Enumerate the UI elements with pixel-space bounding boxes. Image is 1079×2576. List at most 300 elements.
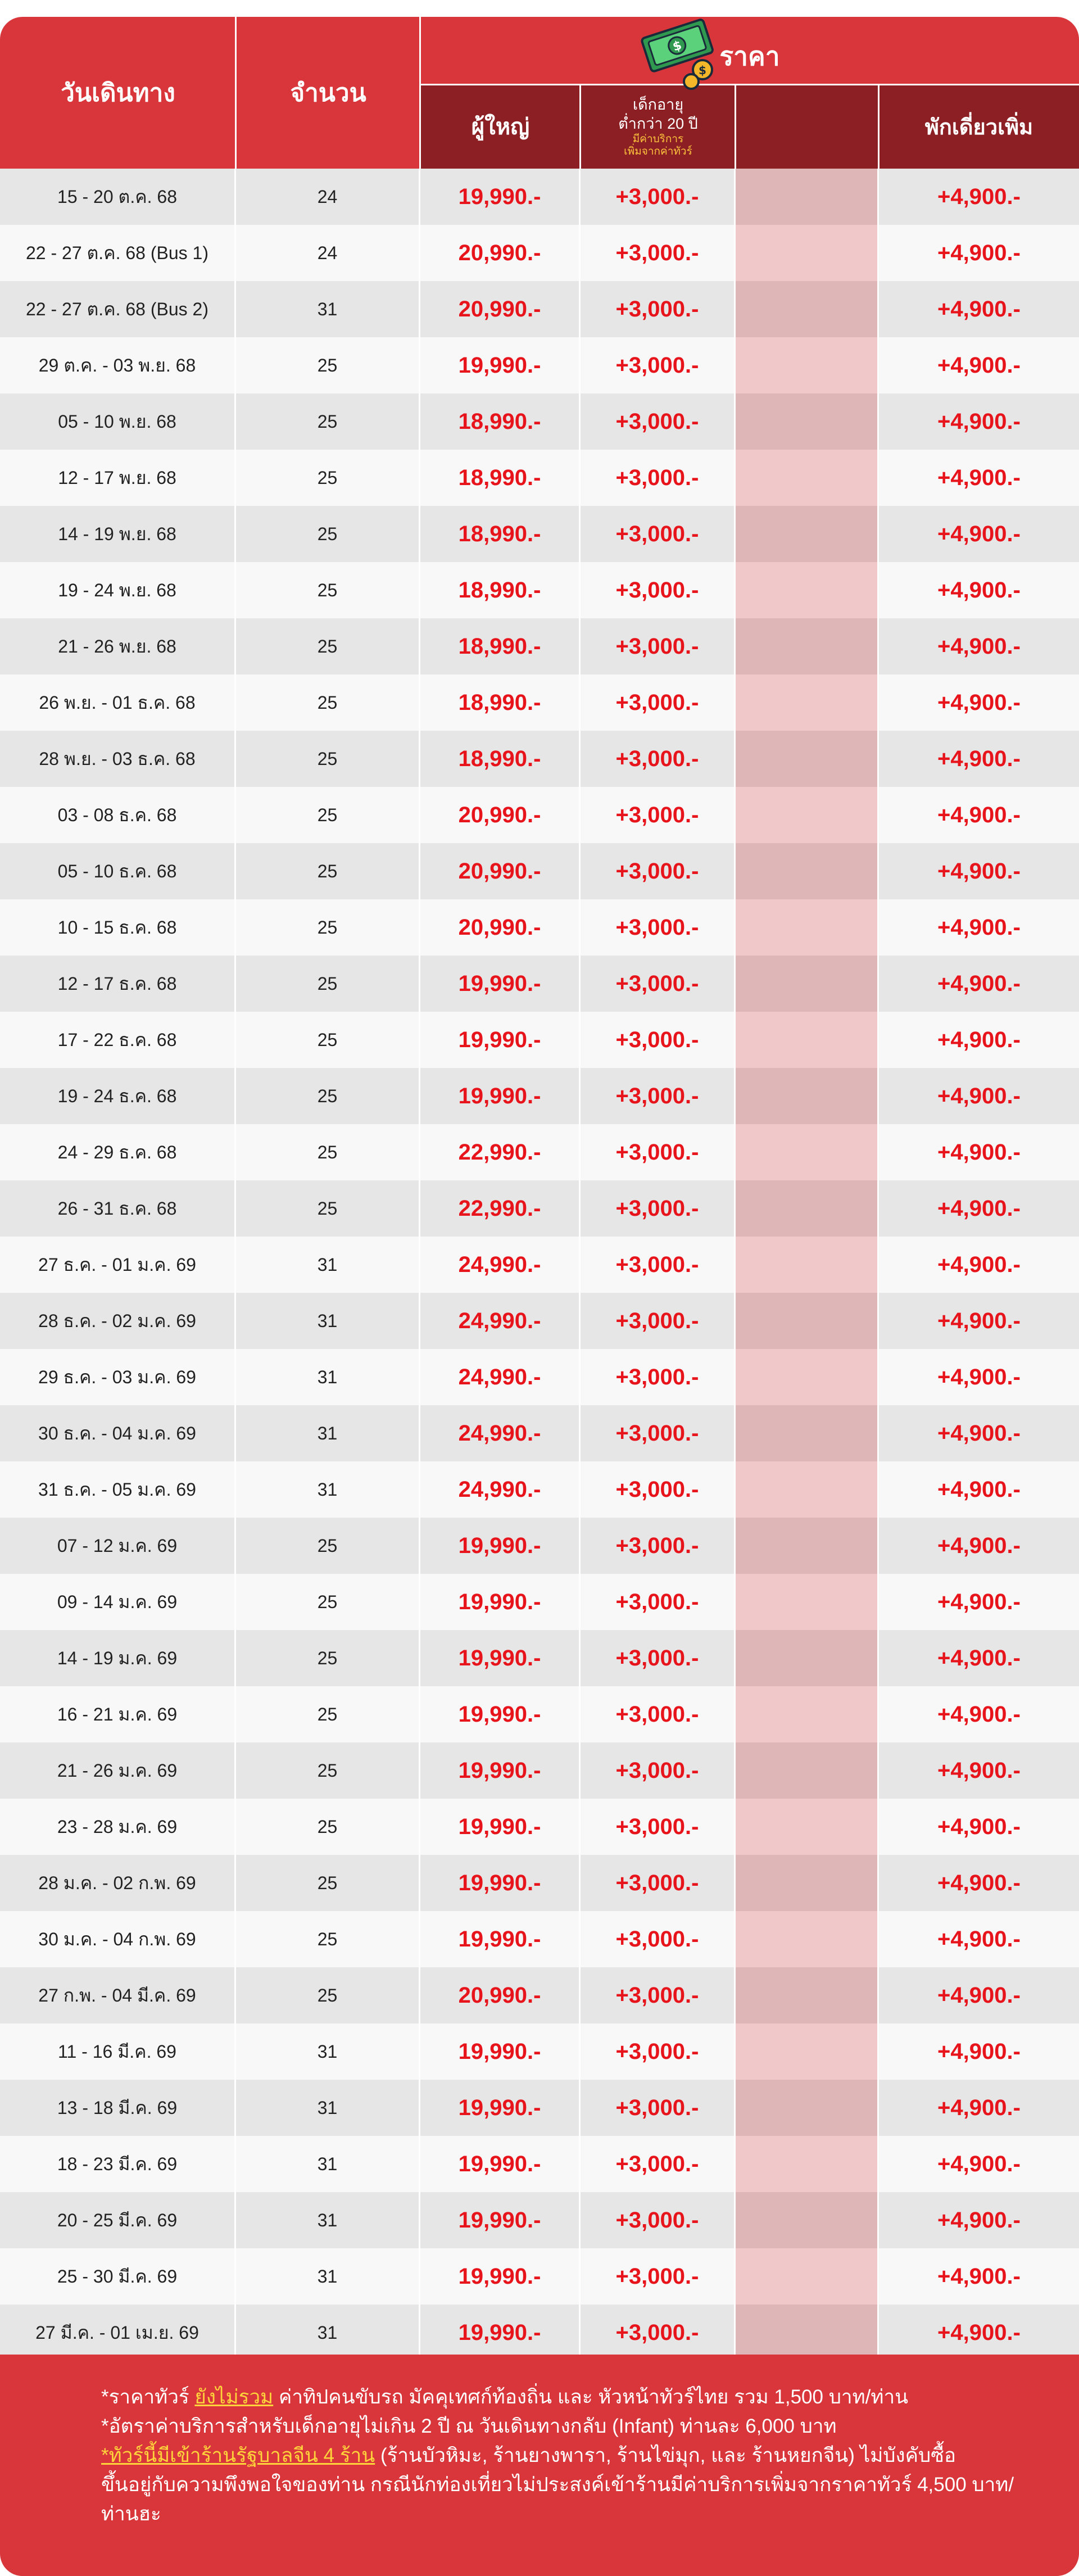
note-1 [101, 2383, 1034, 2412]
date-cell: 21 - 26 ม.ค. 69 [0, 1742, 236, 1799]
child-surcharge-cell: +3,000.- [581, 1855, 736, 1911]
adult-price-cell: 24,990.- [420, 1461, 581, 1518]
table-row [0, 2192, 1079, 2248]
date-cell: 26 พ.ย. - 01 ธ.ค. 68 [0, 674, 236, 731]
date-cell: 28 ธ.ค. - 02 ม.ค. 69 [0, 1293, 236, 1349]
count-cell: 25 [236, 731, 420, 787]
table-row [0, 1461, 1079, 1518]
child-surcharge-cell: +3,000.- [581, 956, 736, 1012]
date-cell: 31 ธ.ค. - 05 ม.ค. 69 [0, 1461, 236, 1518]
count-cell: 25 [236, 1574, 420, 1630]
child-surcharge-cell: +3,000.- [581, 1068, 736, 1124]
note-5: ท่านฮะ [101, 2503, 161, 2525]
adult-price-cell: 20,990.- [420, 225, 581, 281]
count-cell: 25 [236, 393, 420, 450]
child-surcharge-cell: +3,000.- [581, 1742, 736, 1799]
adult-price-cell: 24,990.- [420, 1405, 581, 1461]
count-cell: 25 [236, 1855, 420, 1911]
table-row [0, 1855, 1079, 1911]
table-row [0, 225, 1079, 281]
count-cell: 25 [236, 337, 420, 393]
table-row [0, 393, 1079, 450]
adult-price-cell: 18,990.- [420, 618, 581, 674]
table-row [0, 2305, 1079, 2361]
adult-price-cell: 19,990.- [420, 1911, 581, 1967]
count-cell: 31 [236, 1349, 420, 1405]
blank-cell [736, 2080, 879, 2136]
table-row [0, 1068, 1079, 1124]
adult-price-cell: 22,990.- [420, 1180, 581, 1237]
note-4: ขึ้นอยู่กับความพึงพอใจของท่าน กรณีนักท่องเที่ยวไม่ประสงค์เข้าร้านมีค่าบริการเพิ่มจากราคาทัวร์ 4,500 บาท/ [101, 2474, 1014, 2496]
child-surcharge-cell: +3,000.- [581, 281, 736, 337]
table-row [0, 1349, 1079, 1405]
table-row [0, 169, 1079, 225]
adult-price-cell: 19,990.- [420, 2136, 581, 2192]
note-1-rest: ค่าทิปคนขับรถ มัคคุเทศก์ท้องถิ่น และ หัวหน้าทัวร์ไทย รวม 1,500 บาท/ท่าน [273, 2386, 909, 2408]
count-cell: 31 [236, 2023, 420, 2080]
blank-cell [736, 1012, 879, 1068]
date-cell: 16 - 21 ม.ค. 69 [0, 1686, 236, 1742]
count-cell: 31 [236, 2248, 420, 2305]
date-cell: 03 - 08 ธ.ค. 68 [0, 787, 236, 843]
blank-cell [736, 787, 879, 843]
blank-cell [736, 674, 879, 731]
adult-price-cell: 20,990.- [420, 843, 581, 899]
single-supplement-cell: +4,900.- [937, 1533, 1021, 1558]
adult-price-cell: 19,990.- [420, 2192, 581, 2248]
child-surcharge-cell: +3,000.- [581, 1630, 736, 1686]
count-cell: 24 [236, 225, 420, 281]
adult-price-cell: 20,990.- [420, 281, 581, 337]
date-cell: 23 - 28 ม.ค. 69 [0, 1799, 236, 1855]
single-supplement-cell: +4,900.- [937, 184, 1021, 209]
date-cell: 19 - 24 พ.ย. 68 [0, 562, 236, 618]
single-supplement-cell: +4,900.- [937, 1083, 1021, 1108]
adult-price-cell: 19,990.- [420, 1742, 581, 1799]
date-cell: 05 - 10 พ.ย. 68 [0, 393, 236, 450]
date-cell: 12 - 17 พ.ย. 68 [0, 450, 236, 506]
single-supplement-cell: +4,900.- [937, 465, 1021, 490]
blank-cell [736, 956, 879, 1012]
adult-price-cell: 24,990.- [420, 1349, 581, 1405]
date-cell: 28 ม.ค. - 02 ก.พ. 69 [0, 1855, 236, 1911]
blank-cell [736, 393, 879, 450]
header-price: ราคา [719, 41, 780, 71]
table-row [0, 787, 1079, 843]
date-cell: 05 - 10 ธ.ค. 68 [0, 843, 236, 899]
child-surcharge-cell: +3,000.- [581, 562, 736, 618]
header-divider [735, 84, 736, 169]
single-supplement-cell: +4,900.- [937, 1252, 1021, 1277]
single-supplement-cell: +4,900.- [937, 1589, 1021, 1614]
count-cell: 31 [236, 281, 420, 337]
single-supplement-cell: +4,900.- [937, 296, 1021, 322]
count-cell: 25 [236, 1967, 420, 2023]
blank-cell [736, 225, 879, 281]
single-supplement-cell: +4,900.- [937, 2320, 1021, 2345]
table-row [0, 1967, 1079, 2023]
table-row [0, 1574, 1079, 1630]
blank-cell [736, 1630, 879, 1686]
adult-price-cell: 24,990.- [420, 1293, 581, 1349]
note-3 [101, 2441, 1034, 2470]
single-supplement-cell: +4,900.- [937, 2151, 1021, 2176]
count-cell: 25 [236, 562, 420, 618]
date-cell: 14 - 19 พ.ย. 68 [0, 506, 236, 562]
date-cell: 30 ธ.ค. - 04 ม.ค. 69 [0, 1405, 236, 1461]
table-row [0, 1686, 1079, 1742]
adult-price-cell: 19,990.- [420, 1068, 581, 1124]
date-cell: 29 ธ.ค. - 03 ม.ค. 69 [0, 1349, 236, 1405]
blank-cell [736, 1293, 879, 1349]
count-cell: 31 [236, 1237, 420, 1293]
count-cell: 25 [236, 1124, 420, 1180]
single-supplement-cell: +4,900.- [937, 858, 1021, 884]
table-row [0, 843, 1079, 899]
single-supplement-cell: +4,900.- [937, 802, 1021, 827]
adult-price-cell: 19,990.- [420, 2248, 581, 2305]
date-cell: 20 - 25 มี.ค. 69 [0, 2192, 236, 2248]
blank-cell [736, 1855, 879, 1911]
date-cell: 22 - 27 ต.ค. 68 (Bus 2) [0, 281, 236, 337]
blank-cell [736, 1742, 879, 1799]
child-surcharge-cell: +3,000.- [581, 2023, 736, 2080]
blank-cell [736, 2136, 879, 2192]
adult-price-cell: 19,990.- [420, 2023, 581, 2080]
blank-cell [736, 281, 879, 337]
date-cell: 17 - 22 ธ.ค. 68 [0, 1012, 236, 1068]
date-cell: 27 มี.ค. - 01 เม.ย. 69 [0, 2305, 236, 2361]
child-surcharge-cell: +3,000.- [581, 731, 736, 787]
adult-price-cell: 22,990.- [420, 1124, 581, 1180]
child-surcharge-cell: +3,000.- [581, 1349, 736, 1405]
single-supplement-cell: +4,900.- [937, 2207, 1021, 2233]
adult-price-cell: 19,990.- [420, 169, 581, 225]
header-count: จำนวน [290, 79, 366, 107]
child-surcharge-cell: +3,000.- [581, 337, 736, 393]
child-surcharge-cell: +3,000.- [581, 1799, 736, 1855]
table-row [0, 1799, 1079, 1855]
single-supplement-cell: +4,900.- [937, 1364, 1021, 1389]
child-surcharge-cell: +3,000.- [581, 1461, 736, 1518]
notes-text [101, 2383, 1034, 2529]
adult-price-cell: 20,990.- [420, 1967, 581, 2023]
date-cell: 11 - 16 มี.ค. 69 [0, 2023, 236, 2080]
blank-cell [736, 506, 879, 562]
single-supplement-cell: +4,900.- [937, 577, 1021, 603]
date-cell: 26 - 31 ธ.ค. 68 [0, 1180, 236, 1237]
count-cell: 25 [236, 506, 420, 562]
header-date: วันเดินทาง [61, 79, 175, 107]
header-divider [419, 17, 421, 169]
single-supplement-cell: +4,900.- [937, 2263, 1021, 2289]
blank-cell [736, 731, 879, 787]
blank-cell [736, 1068, 879, 1124]
header-child-note1: มีค่าบริการ [632, 133, 684, 145]
header-divider [420, 84, 1079, 85]
child-surcharge-cell: +3,000.- [581, 2080, 736, 2136]
adult-price-cell: 20,990.- [420, 787, 581, 843]
blank-cell [736, 1799, 879, 1855]
child-surcharge-cell: +3,000.- [581, 169, 736, 225]
single-supplement-cell: +4,900.- [937, 352, 1021, 378]
adult-price-cell: 19,990.- [420, 1012, 581, 1068]
table-row [0, 2080, 1079, 2136]
adult-price-cell: 18,990.- [420, 393, 581, 450]
child-surcharge-cell: +3,000.- [581, 843, 736, 899]
date-cell: 15 - 20 ต.ค. 68 [0, 169, 236, 225]
table-row [0, 618, 1079, 674]
date-cell: 29 ต.ค. - 03 พ.ย. 68 [0, 337, 236, 393]
child-surcharge-cell: +3,000.- [581, 1293, 736, 1349]
table-row [0, 1742, 1079, 1799]
header-child-note2: เพิ่มจากค่าทัวร์ [624, 146, 692, 157]
table-row [0, 1630, 1079, 1686]
adult-price-cell: 18,990.- [420, 562, 581, 618]
blank-cell [736, 1124, 879, 1180]
count-cell: 25 [236, 1180, 420, 1237]
date-cell: 21 - 26 พ.ย. 68 [0, 618, 236, 674]
date-cell: 30 ม.ค. - 04 ก.พ. 69 [0, 1911, 236, 1967]
price-table-body [0, 169, 1079, 2361]
blank-cell [736, 450, 879, 506]
single-supplement-cell: +4,900.- [937, 2095, 1021, 2120]
child-surcharge-cell: +3,000.- [581, 1518, 736, 1574]
adult-price-cell: 19,990.- [420, 337, 581, 393]
header-adult: ผู้ใหญ่ [471, 115, 530, 139]
table-row [0, 1237, 1079, 1293]
blank-cell [736, 1349, 879, 1405]
header-child-line2: ต่ำกว่า 20 ปี [618, 115, 698, 132]
date-cell: 24 - 29 ธ.ค. 68 [0, 1124, 236, 1180]
single-supplement-cell: +4,900.- [937, 1870, 1021, 1895]
blank-cell [736, 1518, 879, 1574]
single-supplement-cell: +4,900.- [937, 1814, 1021, 1839]
child-surcharge-cell: +3,000.- [581, 2248, 736, 2305]
blank-cell [736, 1574, 879, 1630]
header-child [581, 84, 736, 169]
note-2: *อัตราค่าบริการสำหรับเด็กอายุไม่เกิน 2 ปี ณ วันเดินทางกลับ (Infant) ท่านละ 6,000 บาท [101, 2415, 837, 2437]
count-cell: 25 [236, 674, 420, 731]
note-1-prefix: *ราคาทัวร์ [101, 2386, 195, 2408]
table-row [0, 2248, 1079, 2305]
svg-text:$: $ [699, 64, 706, 77]
count-cell: 31 [236, 2136, 420, 2192]
table-row [0, 674, 1079, 731]
adult-price-cell: 19,990.- [420, 1855, 581, 1911]
adult-price-cell: 24,990.- [420, 1237, 581, 1293]
single-supplement-cell: +4,900.- [937, 633, 1021, 659]
single-supplement-cell: +4,900.- [937, 2039, 1021, 2064]
table-row [0, 899, 1079, 956]
single-supplement-cell: +4,900.- [937, 1196, 1021, 1221]
blank-cell [736, 2192, 879, 2248]
note-1-highlight: ยังไม่รวม [194, 2386, 274, 2408]
date-cell: 13 - 18 มี.ค. 69 [0, 2080, 236, 2136]
single-supplement-cell: +4,900.- [937, 1477, 1021, 1502]
count-cell: 31 [236, 2080, 420, 2136]
single-supplement-cell: +4,900.- [937, 1027, 1021, 1052]
count-cell: 25 [236, 787, 420, 843]
single-supplement-cell: +4,900.- [937, 1701, 1021, 1727]
single-supplement-cell: +4,900.- [937, 1758, 1021, 1783]
table-row [0, 2023, 1079, 2080]
count-cell: 31 [236, 2192, 420, 2248]
child-surcharge-cell: +3,000.- [581, 1574, 736, 1630]
header-child-line1: เด็กอายุ [632, 96, 684, 113]
adult-price-cell: 18,990.- [420, 731, 581, 787]
date-cell: 10 - 15 ธ.ค. 68 [0, 899, 236, 956]
blank-cell [736, 1686, 879, 1742]
child-surcharge-cell: +3,000.- [581, 1967, 736, 2023]
adult-price-cell: 19,990.- [420, 1630, 581, 1686]
count-cell: 25 [236, 1742, 420, 1799]
count-cell: 25 [236, 1799, 420, 1855]
header-divider [579, 84, 581, 169]
table-row [0, 506, 1079, 562]
adult-price-cell: 18,990.- [420, 674, 581, 731]
date-cell: 22 - 27 ต.ค. 68 (Bus 1) [0, 225, 236, 281]
adult-price-cell: 19,990.- [420, 1574, 581, 1630]
blank-cell [736, 2248, 879, 2305]
blank-cell [736, 843, 879, 899]
note-3-rest: (ร้านบัวหิมะ, ร้านยางพารา, ร้านไข่มุก, และ ร้านหยกจีน) ไม่บังคับซื้อ [375, 2444, 956, 2466]
single-supplement-cell: +4,900.- [937, 1139, 1021, 1165]
table-row [0, 562, 1079, 618]
table-row [0, 1012, 1079, 1068]
date-cell: 28 พ.ย. - 03 ธ.ค. 68 [0, 731, 236, 787]
table-row [0, 450, 1079, 506]
child-surcharge-cell: +3,000.- [581, 899, 736, 956]
blank-cell [736, 1967, 879, 2023]
child-surcharge-cell: +3,000.- [581, 1911, 736, 1967]
adult-price-cell: 18,990.- [420, 506, 581, 562]
count-cell: 25 [236, 450, 420, 506]
date-cell: 09 - 14 ม.ค. 69 [0, 1574, 236, 1630]
count-cell: 25 [236, 618, 420, 674]
child-surcharge-cell: +3,000.- [581, 1124, 736, 1180]
child-surcharge-cell: +3,000.- [581, 506, 736, 562]
table-row [0, 1124, 1079, 1180]
child-surcharge-cell: +3,000.- [581, 2305, 736, 2361]
blank-cell [736, 337, 879, 393]
child-surcharge-cell: +3,000.- [581, 1180, 736, 1237]
date-cell: 27 ก.พ. - 04 มี.ค. 69 [0, 1967, 236, 2023]
adult-price-cell: 19,990.- [420, 1799, 581, 1855]
table-row [0, 1405, 1079, 1461]
table-row [0, 2136, 1079, 2192]
child-surcharge-cell: +3,000.- [581, 393, 736, 450]
table-row [0, 956, 1079, 1012]
blank-cell [736, 2305, 879, 2361]
count-cell: 25 [236, 1068, 420, 1124]
child-surcharge-cell: +3,000.- [581, 450, 736, 506]
blank-cell [736, 1461, 879, 1518]
adult-price-cell: 19,990.- [420, 2305, 581, 2361]
blank-cell [736, 562, 879, 618]
count-cell: 31 [236, 1293, 420, 1349]
count-cell: 31 [236, 2305, 420, 2361]
count-cell: 31 [236, 1461, 420, 1518]
child-surcharge-cell: +3,000.- [581, 1012, 736, 1068]
adult-price-cell: 19,990.- [420, 956, 581, 1012]
date-cell: 27 ธ.ค. - 01 ม.ค. 69 [0, 1237, 236, 1293]
single-supplement-cell: +4,900.- [937, 1645, 1021, 1670]
child-surcharge-cell: +3,000.- [581, 1686, 736, 1742]
note-3-highlight: *ทัวร์นี้มีเข้าร้านรัฐบาลจีน 4 ร้าน [101, 2444, 375, 2466]
price-table-card [0, 17, 1079, 2576]
blank-cell [736, 618, 879, 674]
adult-price-cell: 19,990.- [420, 1518, 581, 1574]
blank-cell [736, 1180, 879, 1237]
table-row [0, 281, 1079, 337]
single-supplement-cell: +4,900.- [937, 521, 1021, 546]
adult-price-cell: 19,990.- [420, 1686, 581, 1742]
date-cell: 12 - 17 ธ.ค. 68 [0, 956, 236, 1012]
header-blank [736, 84, 879, 169]
single-supplement-cell: +4,900.- [937, 409, 1021, 434]
single-supplement-cell: +4,900.- [937, 1308, 1021, 1333]
count-cell: 25 [236, 1911, 420, 1967]
child-surcharge-cell: +3,000.- [581, 1237, 736, 1293]
table-row [0, 1911, 1079, 1967]
child-surcharge-cell: +3,000.- [581, 2136, 736, 2192]
notes-footer [0, 2355, 1079, 2576]
single-supplement-cell: +4,900.- [937, 1982, 1021, 2008]
header-single: พักเดี่ยวเพิ่ม [924, 115, 1033, 139]
blank-cell [736, 1405, 879, 1461]
count-cell: 25 [236, 956, 420, 1012]
single-supplement-cell: +4,900.- [937, 690, 1021, 715]
adult-price-cell: 19,990.- [420, 2080, 581, 2136]
blank-cell [736, 899, 879, 956]
single-supplement-cell: +4,900.- [937, 1926, 1021, 1952]
single-supplement-cell: +4,900.- [937, 914, 1021, 940]
date-cell: 18 - 23 มี.ค. 69 [0, 2136, 236, 2192]
child-surcharge-cell: +3,000.- [581, 674, 736, 731]
blank-cell [736, 1911, 879, 1967]
count-cell: 24 [236, 169, 420, 225]
single-supplement-cell: +4,900.- [937, 240, 1021, 265]
child-surcharge-cell: +3,000.- [581, 618, 736, 674]
count-cell: 25 [236, 1518, 420, 1574]
count-cell: 25 [236, 899, 420, 956]
table-row [0, 337, 1079, 393]
child-surcharge-cell: +3,000.- [581, 2192, 736, 2248]
date-cell: 19 - 24 ธ.ค. 68 [0, 1068, 236, 1124]
child-surcharge-cell: +3,000.- [581, 787, 736, 843]
single-supplement-cell: +4,900.- [937, 971, 1021, 996]
header-divider [235, 17, 237, 169]
table-row [0, 1180, 1079, 1237]
table-row [0, 1518, 1079, 1574]
table-row [0, 731, 1079, 787]
child-surcharge-cell: +3,000.- [581, 225, 736, 281]
adult-price-cell: 18,990.- [420, 450, 581, 506]
blank-cell [736, 169, 879, 225]
count-cell: 31 [236, 1405, 420, 1461]
money-icon [635, 18, 725, 91]
date-cell: 25 - 30 มี.ค. 69 [0, 2248, 236, 2305]
date-cell: 07 - 12 ม.ค. 69 [0, 1518, 236, 1574]
svg-text:$: $ [671, 38, 684, 55]
blank-cell [736, 1237, 879, 1293]
count-cell: 25 [236, 1012, 420, 1068]
header-divider [878, 84, 879, 169]
single-supplement-cell: +4,900.- [937, 1420, 1021, 1446]
child-surcharge-cell: +3,000.- [581, 1405, 736, 1461]
count-cell: 25 [236, 1686, 420, 1742]
